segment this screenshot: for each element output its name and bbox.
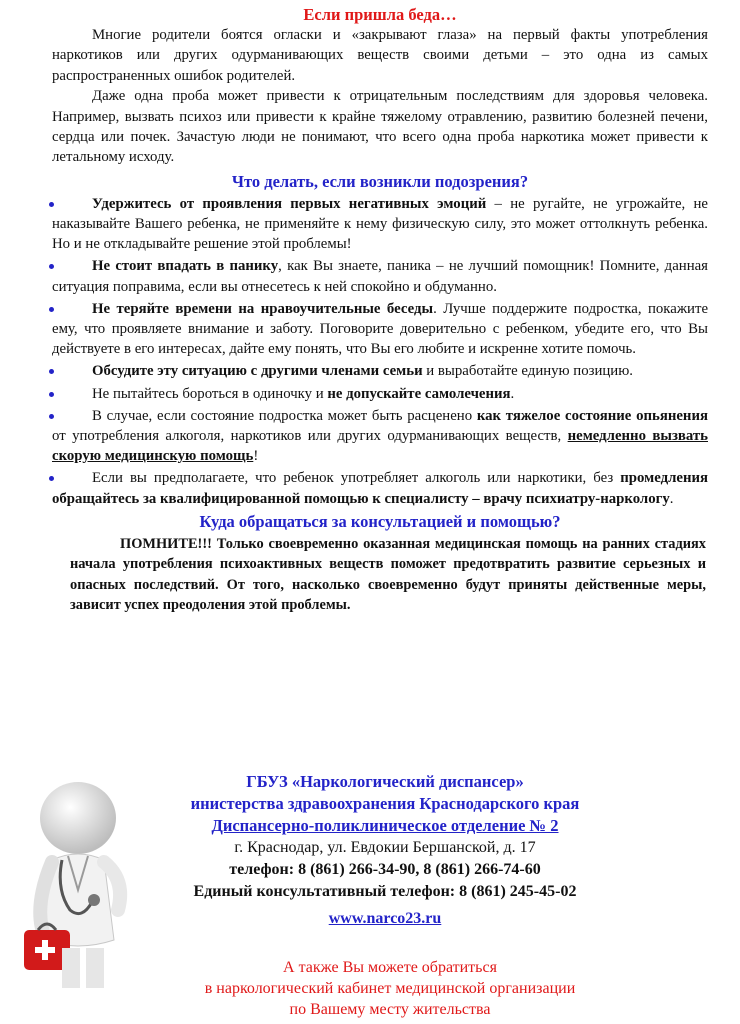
org-ministry: инистерства здравоохранения Краснодарского края (190, 794, 580, 813)
advice-text: . Лучше поддержите подростка, покажите ему, что проявляете внимание и заботу. Поговорите доверительно с ребенком, убедите его, что Вы действуете в его интересах, дайте ему понять, что Вы его любите и искренне хотите помочь. (52, 300, 709, 358)
advice-underlined: немедленно вызвать скорую медицинскую помощь (52, 428, 708, 465)
bullet-dot (49, 414, 54, 419)
advice-text: . (510, 385, 515, 402)
bullet-dot (49, 307, 54, 312)
heading-where: Куда обращаться за консультацией и помощью? (199, 511, 561, 531)
remember-paragraph: ПОМНИТЕ!!! Только своевременно оказанная медицинская помощь на ранних стадиях начала употребления психоактивных веществ поможет предотвратить развитие серьезных и опасных последствий. От того, насколько своевременно будут приняты действенные меры, зависит успех преодоления этой проблемы. (70, 535, 706, 614)
advice-text: и выработайте единую позицию. (422, 363, 633, 380)
bullet-dot (49, 202, 54, 207)
advice-text: Если вы предполагаете, что ребенок употребляет алкоголь или наркотики, без (92, 470, 621, 487)
advice-bold: Обсудите эту ситуацию с другими членами семьи (92, 363, 423, 380)
advice-bold: промедления обращайтесь за квалифицированной помощью к специалисту – врачу психиатру-наркологу (52, 470, 708, 507)
advice-item (52, 256, 708, 296)
advice-item (52, 406, 708, 467)
advice-bold: Не теряйте времени на нравоучительные беседы (92, 300, 434, 317)
footer-note (110, 957, 670, 1020)
org-department: Диспансерно-поликлиническое отделение № 2 (211, 816, 559, 835)
main-content (52, 4, 708, 616)
advice-text: ! (253, 448, 259, 465)
org-website-link[interactable]: www.narco23.ru (328, 910, 442, 927)
footer-line: в наркологический кабинет медицинской организации (204, 980, 576, 997)
advice-bold: не допускайте самолечения (327, 385, 511, 402)
organization-block (140, 771, 630, 931)
advice-item (52, 384, 708, 404)
advice-bold: как тяжелое состояние опьянения (476, 407, 708, 424)
advice-item (52, 194, 708, 255)
advice-text: , как Вы знаете, паника – не лучший помощник! Помните, данная ситуация поправима, если вы отнесетесь к ней спокойно и обдуманно. (52, 258, 708, 295)
heading-trouble: Если пришла беда… (303, 5, 457, 24)
advice-text: – не ругайте, не угрожайте, не наказывайте Вашего ребенка, не применяйте к нему физическую силу, это может оттолкнуть ребенка. Но и не откладывайте решение этой проблемы! (52, 195, 708, 253)
advice-item (52, 468, 708, 508)
advice-item (52, 361, 708, 381)
paragraph-one-try: Даже одна проба может привести к отрицательным последствиям для здоровья человека. Например, вызвать психоз или привести к крайне тяжелому отравлению, развитию болезней печени, сердца или почек. Зачастую люди не понимают, что всего одна проба наркотика может привести к летальному исходу. (52, 88, 708, 166)
footer-line: по Вашему месту жительства (289, 1001, 491, 1018)
advice-list (52, 194, 708, 509)
footer-line: А также Вы можете обратиться (283, 959, 497, 976)
org-hotline: Единый консультативный телефон: 8 (861) 245-45-02 (193, 883, 577, 900)
org-name: ГБУЗ «Наркологический диспансер» (246, 772, 524, 791)
advice-text: Не пытайтесь бороться в одиночку и (92, 385, 328, 402)
advice-text: от употребления алкоголя, наркотиков или других одурманивающих веществ, (52, 428, 568, 445)
advice-text: В случае, если состояние подростка может быть расценено (92, 407, 477, 424)
advice-item (52, 299, 708, 360)
org-address: г. Краснодар, ул. Евдокии Бершанской, д. 17 (234, 839, 536, 856)
org-phones: телефон: 8 (861) 266-34-90, 8 (861) 266-74-60 (229, 861, 541, 878)
bullet-dot (49, 392, 54, 397)
heading-suspicion: Что делать, если возникли подозрения? (231, 171, 529, 191)
advice-bold: Удержитесь от проявления первых негативных эмоций (92, 195, 487, 212)
advice-text: . (669, 490, 674, 507)
paragraph-parents: Многие родители боятся огласки и «закрывают глаза» на первый факты употребления наркотиков или других одурманивающих веществ своими детьми – это одна из самых распространенных ошибок родителей. (52, 27, 708, 84)
advice-bold: Не стоит впадать в панику (92, 258, 279, 275)
